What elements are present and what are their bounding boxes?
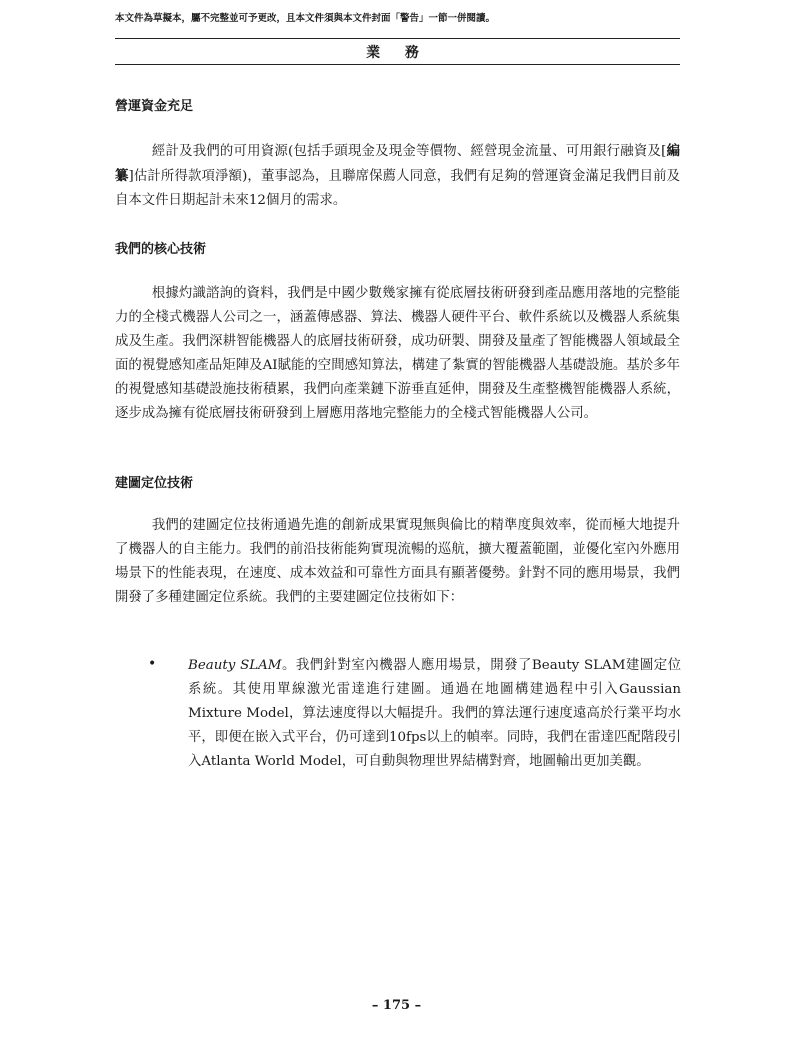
bullet-item-beauty-slam (188, 654, 681, 774)
draft-notice: 本文件為草擬本，屬不完整並可予更改，且本文件須與本文件封面「警告」一節一併閱讀。 (115, 13, 496, 24)
paragraph-text-part: 經計及我們的可用資源(包括手頭現金及現金等價物、經營現金流量、可用銀行融資及[ (151, 144, 667, 159)
paragraph-core-technology: 根據灼識諮詢的資料，我們是中國少數幾家擁有從底層技術研發到產品應用落地的完整能力的全棧式機器人公司之一，涵蓋傳感器、算法、機器人硬件平台、軟件系統以及機器人系統集成及生產。我們深耕智能機器人的底層技術研發，成功研製、開發及量產了智能機器人領域最全面的視覺感知產品矩陣及AI賦能的空間感知算法，構建了紮實的智能機器人基礎設施。基於多年的視覺感知基礎設施技術積累，我們向產業鏈下游垂直延伸，開發及生產整機智能機器人系統，逐步成為擁有從底層技術研發到上層應用落地完整能力的全棧式智能機器人公司。 (115, 286, 680, 421)
bullet-body: 。我們針對室內機器人應用場景，開發了Beauty SLAM建圖定位系統。其使用單線激光雷達進行建圖。通過在地圖構建過程中引入Gaussian Mixture Model，算法速度得以大幅提升。我們的算法運行速度遠高於行業平均水平，即便在嵌入式平台，仍可達到10fps以上的幀率。同時，我們在雷達匹配階段引入Atlanta World Model，可自動與物理世界結構對齊，地圖輸出更加美觀。 (188, 658, 681, 769)
header-rule-bottom (115, 64, 680, 65)
paragraph-mapping-localization: 我們的建圖定位技術通過先進的創新成果實現無與倫比的精準度與效率，從而極大地提升了機器人的自主能力。我們的前沿技術能夠實現流暢的巡航，擴大覆蓋範圍，並優化室內外應用場景下的性能表現，在速度、成本效益和可靠性方面具有顯著優勢。針對不同的應用場景，我們開發了多種建圖定位系統。我們的主要建圖定位技術如下： (115, 518, 680, 605)
bullet-title: Beauty SLAM (188, 658, 282, 673)
header-rule-top (115, 38, 680, 39)
heading-working-capital: 營運資金充足 (115, 99, 194, 114)
heading-mapping-localization: 建圖定位技術 (115, 476, 194, 491)
paragraph-working-capital (115, 139, 680, 213)
section-title: 業 務 (366, 45, 429, 61)
redacted-marker: 編纂 (115, 143, 680, 184)
heading-core-technology: 我們的核心技術 (115, 242, 207, 257)
bullet-marker: • (148, 656, 157, 672)
page-number: – 175 – (371, 998, 422, 1013)
paragraph-text-part: ]估計所得款項淨額)，董事認為，且聯席保薦人同意，我們有足夠的營運資金滿足我們目前及自本文件日期起計未來12個月的需求。 (115, 169, 681, 208)
